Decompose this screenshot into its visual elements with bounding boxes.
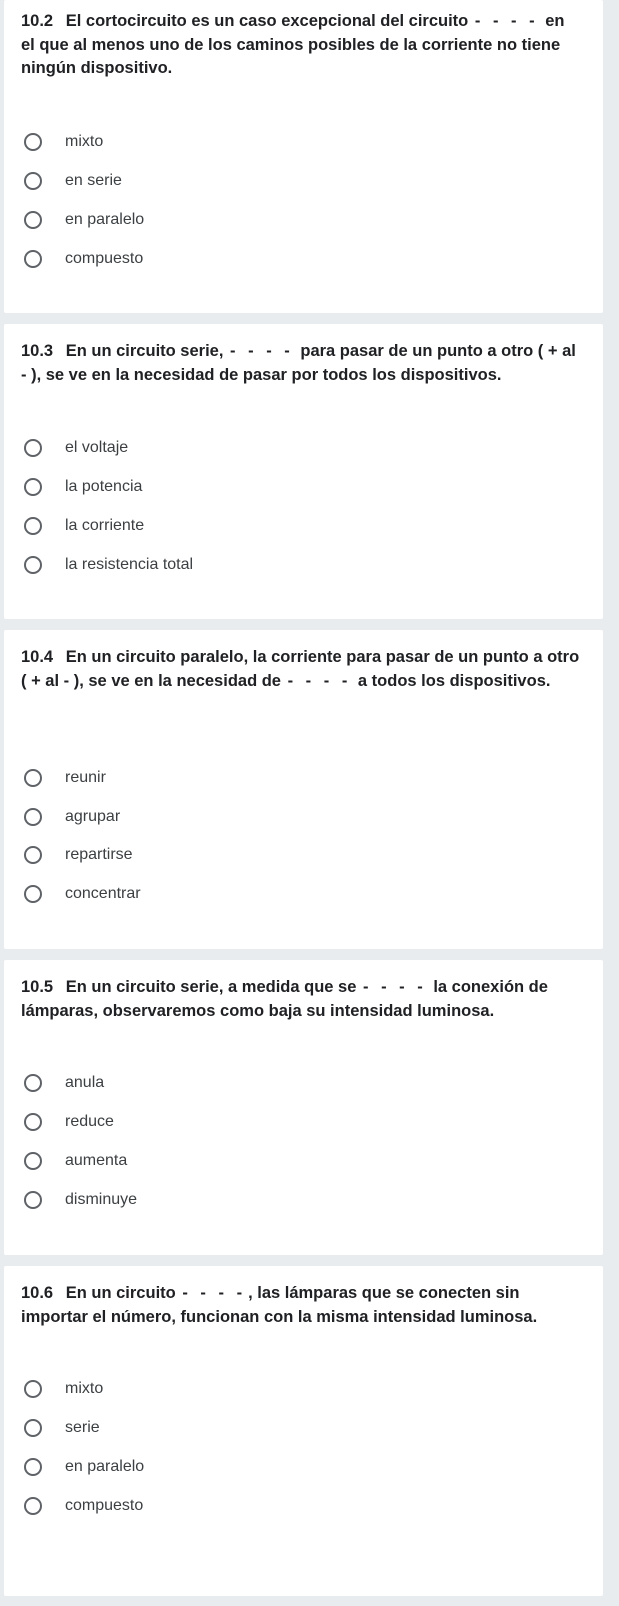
radio-circle-icon[interactable]: [24, 1191, 42, 1209]
option-la-potencia[interactable]: [4, 471, 603, 507]
radio-circle-icon[interactable]: [24, 517, 42, 535]
option-label: en paralelo: [65, 1458, 145, 1475]
option-reduce[interactable]: [4, 1106, 603, 1142]
question-number: 10.4: [21, 648, 54, 666]
question-text-after: la conexión de lámparas, observaremos como baja su intensidad luminosa.: [21, 978, 548, 1020]
question-number: 10.6: [21, 1284, 54, 1302]
option-label: compuesto: [65, 250, 144, 267]
option-label: serie: [65, 1419, 100, 1436]
radio-circle-icon[interactable]: [24, 1380, 42, 1398]
radio-circle-icon[interactable]: [24, 769, 42, 787]
question-text-after: a todos los dispositivos.: [357, 671, 551, 690]
option-label: en serie: [65, 172, 122, 189]
question-card-10-4: [4, 630, 603, 949]
option-label: mixto: [65, 1380, 104, 1397]
question-text-after: para pasar de un punto a otro ( + al - ), se ve en la necesidad de pasar por todos los dispositivos.: [21, 342, 576, 384]
blank-placeholder: - - - -: [230, 342, 294, 360]
option-label: anula: [65, 1074, 105, 1091]
option-label: la potencia: [65, 478, 143, 495]
question-number: 10.3: [21, 342, 54, 360]
radio-circle-icon[interactable]: [24, 172, 42, 190]
option-compuesto[interactable]: [4, 243, 603, 279]
radio-circle-icon[interactable]: [24, 1152, 42, 1170]
option-la-corriente[interactable]: [4, 510, 603, 546]
option-en-paralelo[interactable]: [4, 1451, 603, 1487]
option-label: en paralelo: [65, 211, 145, 228]
option-en-serie[interactable]: [4, 165, 603, 201]
question-text-before: En un circuito: [65, 1284, 176, 1302]
question-card-10-3: [4, 324, 603, 619]
question-text-before: El cortocircuito es un caso excepcional del circuito: [65, 12, 469, 30]
option-label: disminuye: [65, 1191, 138, 1208]
option-disminuye[interactable]: [4, 1184, 603, 1220]
option-mixto[interactable]: [4, 126, 603, 162]
radio-circle-icon[interactable]: [24, 846, 42, 864]
radio-circle-icon[interactable]: [24, 1419, 42, 1437]
question-number: 10.2: [21, 12, 54, 30]
option-label: reduce: [65, 1113, 114, 1130]
option-en-paralelo[interactable]: [4, 204, 603, 240]
option-label: agrupar: [65, 808, 121, 825]
option-anula[interactable]: [4, 1067, 603, 1103]
radio-circle-icon[interactable]: [24, 885, 42, 903]
blank-placeholder: - - - -: [363, 978, 427, 996]
radio-circle-icon[interactable]: [24, 808, 42, 826]
option-agrupar[interactable]: [4, 801, 603, 837]
option-repartirse[interactable]: [4, 839, 603, 875]
option-label: aumenta: [65, 1152, 128, 1169]
question-text: [21, 646, 581, 693]
option-reunir[interactable]: [4, 762, 603, 798]
question-text-before: En un circuito paralelo, la corriente para pasar de un punto a otro ( + al - ), se ve en la necesidad de: [21, 648, 580, 690]
question-number: 10.5: [21, 978, 54, 996]
radio-circle-icon[interactable]: [24, 250, 42, 268]
question-text: [21, 976, 581, 1023]
option-el-voltaje[interactable]: [4, 432, 603, 468]
radio-circle-icon[interactable]: [24, 478, 42, 496]
radio-circle-icon[interactable]: [24, 1497, 42, 1515]
question-text-before: En un circuito serie, a medida que se: [65, 978, 357, 996]
question-text-after: , las lámparas que se conecten sin importar el número, funcionan con la misma intensidad luminosa.: [21, 1284, 538, 1326]
option-label: el voltaje: [65, 439, 129, 456]
radio-circle-icon[interactable]: [24, 1074, 42, 1092]
radio-circle-icon[interactable]: [24, 1113, 42, 1131]
blank-placeholder: - - - -: [474, 12, 539, 30]
question-text: [21, 340, 581, 387]
question-card-10-6: [4, 1266, 603, 1596]
question-card-10-5: [4, 960, 603, 1255]
option-label: compuesto: [65, 1497, 144, 1514]
option-label: reunir: [65, 769, 106, 786]
radio-circle-icon[interactable]: [24, 1458, 42, 1476]
option-label: mixto: [65, 133, 104, 150]
blank-placeholder: - - - -: [287, 671, 352, 690]
question-text-before: En un circuito serie,: [65, 342, 224, 360]
radio-circle-icon[interactable]: [24, 556, 42, 574]
option-compuesto[interactable]: [4, 1490, 603, 1526]
radio-circle-icon[interactable]: [24, 133, 42, 151]
option-label: la corriente: [65, 517, 145, 534]
question-text-after: en el que al menos uno de los caminos posibles de la corriente no tiene ningún dispositivo.: [21, 12, 565, 77]
option-aumenta[interactable]: [4, 1145, 603, 1181]
option-label: concentrar: [65, 885, 141, 902]
question-text: [21, 10, 581, 81]
option-concentrar[interactable]: [4, 878, 603, 914]
option-serie[interactable]: [4, 1412, 603, 1448]
option-la-resistencia-total[interactable]: [4, 549, 603, 585]
blank-placeholder: - - - -: [182, 1284, 247, 1302]
question-card-10-2: [4, 0, 603, 313]
option-label: la resistencia total: [65, 556, 194, 573]
radio-circle-icon[interactable]: [24, 439, 42, 457]
option-mixto[interactable]: [4, 1373, 603, 1409]
option-label: repartirse: [65, 846, 133, 863]
question-text: [21, 1282, 581, 1329]
radio-circle-icon[interactable]: [24, 211, 42, 229]
